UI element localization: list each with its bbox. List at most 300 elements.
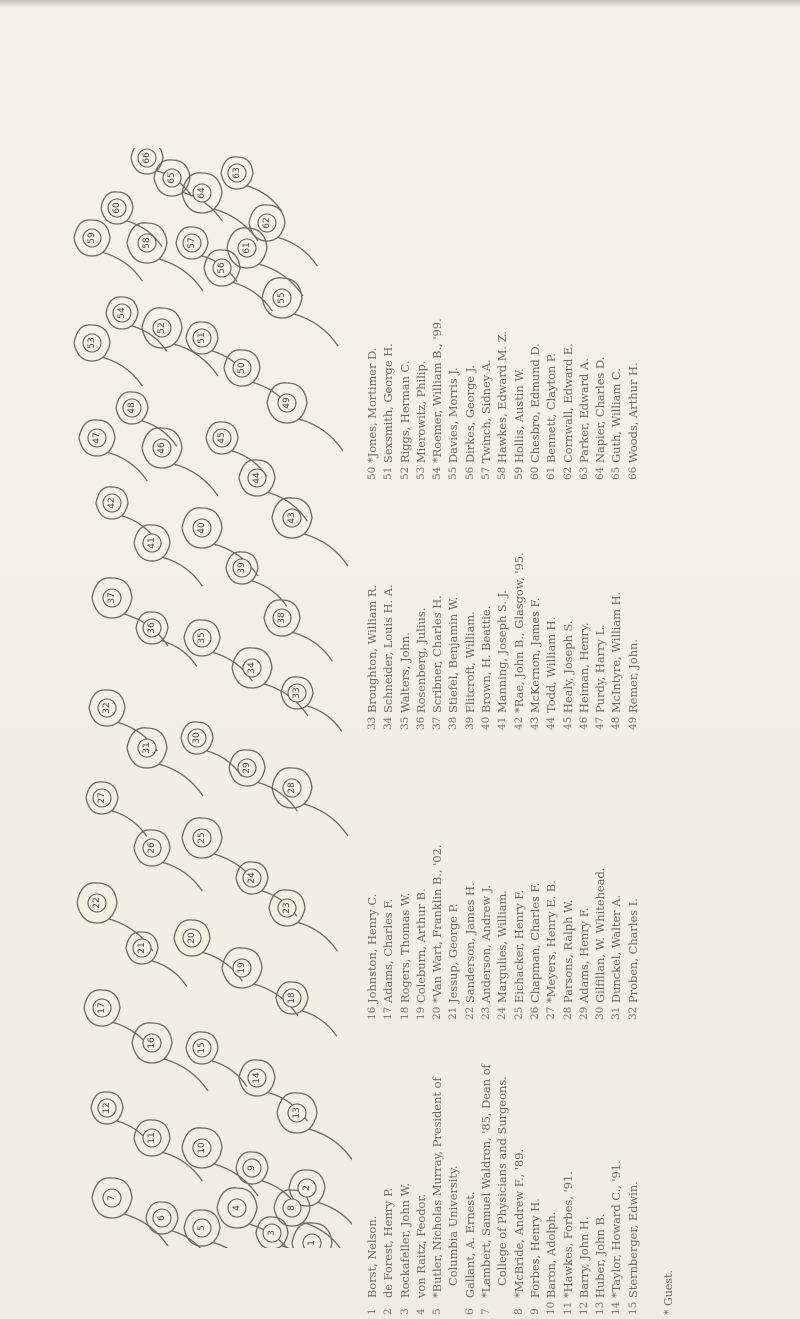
- key-number: 42: [512, 716, 525, 730]
- key-number: 33: [366, 716, 378, 730]
- position-number: 54: [117, 307, 127, 319]
- key-number: 37: [431, 716, 444, 730]
- position-number: 21: [137, 942, 147, 954]
- key-name: Cornwall, Edward E.: [560, 343, 575, 463]
- key-number: 14: [610, 1301, 623, 1315]
- key-number: 45: [561, 716, 574, 730]
- key-number: 8: [512, 1308, 525, 1315]
- key-entry-25: [511, 845, 527, 1021]
- position-marker: [113, 304, 131, 322]
- head-outline: [74, 325, 142, 386]
- key-column-4: [364, 318, 641, 480]
- position-marker: [138, 739, 156, 757]
- key-entry-63: [576, 318, 592, 480]
- position-number: 16: [147, 1037, 157, 1049]
- key-entry-9: [527, 1064, 543, 1315]
- key-number: 10: [545, 1301, 558, 1315]
- position-marker: [288, 1104, 306, 1122]
- guest-footnote: * Guest.: [662, 1270, 675, 1315]
- position-number: 24: [247, 872, 257, 884]
- key-name: Adams, Charles F.: [381, 898, 396, 1003]
- key-number: 30: [594, 1006, 607, 1020]
- head-outline: [84, 990, 152, 1051]
- key-name: Davies, Morris J.: [446, 367, 461, 463]
- key-name: Huber, John B.: [593, 1213, 608, 1298]
- position-number: 61: [242, 242, 252, 254]
- key-number: 6: [463, 1308, 476, 1315]
- position-number: 4: [232, 1205, 242, 1211]
- position-marker: [243, 1159, 261, 1177]
- key-number: 5: [431, 1308, 444, 1315]
- key-name: Schneider, Louis H. A.: [381, 584, 396, 713]
- position-number: 22: [92, 897, 102, 909]
- key-name: von Raitz, Feodor.: [413, 1193, 428, 1298]
- key-entry-18: [397, 845, 413, 1021]
- key-entry-59: [511, 318, 527, 480]
- position-number: 64: [197, 187, 207, 199]
- position-number: 42: [107, 497, 117, 509]
- key-number: 12: [577, 1301, 590, 1315]
- position-number: 37: [107, 592, 117, 604]
- key-entry-continuation: [494, 1064, 510, 1315]
- key-name: Chesbro, Edmund D.: [527, 343, 542, 463]
- key-entry-7: [478, 1064, 494, 1315]
- key-name: *Lambert, Samuel Waldron, '85, Dean of: [479, 1064, 494, 1298]
- key-name: Broughton, William R.: [365, 584, 379, 713]
- key-entry-4: [413, 1064, 429, 1315]
- head-outline: [132, 1023, 208, 1091]
- position-number: 34: [247, 662, 257, 674]
- key-name: *Butler, Nicholas Murray, President of: [430, 1077, 445, 1298]
- key-name: de Forest, Henry P.: [381, 1187, 396, 1298]
- key-number: 58: [496, 466, 509, 480]
- key-name: Rockafeller, John W.: [397, 1183, 412, 1298]
- head-outline: [182, 173, 258, 241]
- key-number: 9: [528, 1308, 541, 1315]
- key-entry-26: [527, 845, 543, 1021]
- key-name: Walters, John.: [397, 632, 412, 713]
- position-number: 12: [102, 1102, 112, 1114]
- key-number: [494, 1298, 510, 1315]
- key-number: 17: [382, 1006, 395, 1020]
- position-number: 10: [197, 1142, 207, 1154]
- key-entry-53: [413, 318, 429, 480]
- key-entry-5: [429, 1064, 445, 1315]
- position-number: 46: [157, 442, 167, 454]
- key-entry-29: [576, 845, 592, 1021]
- position-marker: [248, 1069, 266, 1087]
- key-number: 3: [398, 1308, 411, 1315]
- key-name: Manning, Joseph S. J.: [495, 590, 510, 713]
- key-number: 31: [610, 1006, 623, 1020]
- position-marker: [83, 334, 101, 352]
- key-entry-33: [364, 552, 380, 730]
- head-outline: [262, 278, 338, 346]
- key-number: 11: [561, 1301, 574, 1315]
- position-marker: [88, 894, 106, 912]
- position-number: 45: [217, 432, 227, 444]
- key-name: Flitcroft, William.: [462, 611, 477, 713]
- key-entry-12: [576, 1064, 592, 1315]
- head-outline-sketch: [52, 148, 352, 1248]
- key-entry-32: [625, 845, 641, 1021]
- key-name: College of Physicians and Surgeons.: [495, 1076, 510, 1286]
- position-marker: [138, 149, 156, 167]
- key-entry-35: [397, 552, 413, 730]
- position-marker: [103, 494, 121, 512]
- position-marker: [133, 939, 151, 957]
- position-marker: [193, 519, 211, 537]
- key-number: 57: [480, 466, 493, 480]
- position-marker: [153, 319, 171, 337]
- key-number: 53: [414, 466, 427, 480]
- head-outline: [181, 722, 242, 777]
- key-name: Gallant, A. Ernest.: [462, 1191, 477, 1298]
- key-name: Healy, Joseph S.: [560, 620, 575, 713]
- key-number: [445, 1298, 461, 1315]
- key-number: 62: [561, 466, 574, 480]
- key-name: *Hawkes, Forbes, '91.: [560, 1171, 575, 1298]
- key-name: Borst, Nelson.: [365, 1215, 379, 1298]
- position-marker: [183, 929, 201, 947]
- position-marker: [143, 1129, 161, 1147]
- key-number: 4: [414, 1308, 427, 1315]
- position-marker: [238, 239, 256, 257]
- key-number: 43: [528, 716, 541, 730]
- head-outline: [272, 498, 348, 566]
- position-number: 58: [142, 237, 152, 249]
- key-number: 16: [366, 1006, 378, 1020]
- key-name: Hawkes, Edward M. Z.: [495, 331, 510, 463]
- key-entry-41: [494, 552, 510, 730]
- head-outline: [206, 422, 267, 477]
- key-number: 55: [447, 466, 460, 480]
- head-outline: [289, 1170, 352, 1231]
- head-outline: [86, 782, 147, 837]
- key-number: 56: [463, 466, 476, 480]
- position-number: 2: [302, 1185, 312, 1191]
- position-number: 35: [197, 632, 207, 644]
- key-entry-62: [560, 318, 576, 480]
- key-name: Dirkes, George J.: [462, 364, 477, 463]
- position-number: 43: [287, 512, 297, 524]
- key-entry-8: [511, 1064, 527, 1315]
- key-name: Mierowitz, Philip.: [413, 360, 428, 463]
- key-name: Napier, Charles D.: [593, 356, 608, 463]
- position-marker: [83, 229, 101, 247]
- key-number: 47: [594, 716, 607, 730]
- position-number: 30: [192, 732, 202, 744]
- key-entry-46: [576, 552, 592, 730]
- key-number: 54: [431, 466, 444, 480]
- position-number: 55: [277, 292, 287, 304]
- position-number: 11: [147, 1132, 157, 1144]
- head-outline: [96, 487, 157, 542]
- position-marker: [283, 989, 301, 1007]
- position-number: 50: [237, 362, 247, 374]
- position-number: 15: [197, 1042, 207, 1054]
- position-marker: [258, 214, 276, 232]
- head-outline: [249, 205, 317, 266]
- position-number: 47: [92, 432, 102, 444]
- key-entry-65: [608, 318, 624, 480]
- key-entry-44: [543, 552, 559, 730]
- position-marker: [98, 699, 116, 717]
- key-entry-3: [397, 1064, 413, 1315]
- key-entry-2: [380, 1064, 396, 1315]
- key-number: 35: [398, 716, 411, 730]
- key-entry-31: [608, 845, 624, 1021]
- position-marker: [188, 729, 206, 747]
- key-entry-64: [592, 318, 608, 480]
- position-marker: [88, 429, 106, 447]
- key-number: 64: [594, 466, 607, 480]
- key-entry-43: [527, 552, 543, 730]
- key-number: 1: [366, 1308, 378, 1315]
- key-entry-66: [625, 318, 641, 480]
- head-outline: [221, 157, 282, 212]
- key-number: 66: [626, 466, 639, 480]
- key-name: Sternberger, Edwin.: [625, 1181, 640, 1298]
- key-name: Heiman, Henry.: [576, 622, 591, 713]
- key-entry-19: [413, 845, 429, 1021]
- key-number: 24: [496, 1006, 509, 1020]
- position-marker: [123, 399, 141, 417]
- position-marker: [98, 1099, 116, 1117]
- key-entry-60: [527, 318, 543, 480]
- head-outline: [136, 612, 197, 667]
- key-number: 59: [512, 466, 525, 480]
- position-marker: [298, 1179, 316, 1197]
- position-marker: [138, 234, 156, 252]
- key-entry-17: [380, 845, 396, 1021]
- head-outline: [236, 1152, 297, 1207]
- position-number: 31: [142, 742, 152, 754]
- key-name: Rosenberg, Julius.: [413, 607, 428, 713]
- key-number: 2: [382, 1308, 395, 1315]
- key-name: Margulies, William.: [495, 890, 510, 1003]
- position-number: 26: [147, 842, 157, 854]
- head-outline: [204, 250, 272, 311]
- key-name: *Van Wart, Franklin B., '02.: [430, 844, 445, 1003]
- key-entry-34: [380, 552, 396, 730]
- key-entry-continuation: [445, 1064, 461, 1315]
- head-outline: [272, 768, 348, 836]
- position-marker: [193, 1039, 211, 1057]
- key-name: McKernon, James F.: [527, 597, 542, 713]
- key-number: 15: [626, 1301, 639, 1315]
- position-number: 1: [307, 1240, 317, 1246]
- key-number: 38: [447, 716, 460, 730]
- position-number: 29: [242, 762, 252, 774]
- position-marker: [273, 289, 291, 307]
- key-name: *Roemer, William B., '99.: [430, 318, 445, 463]
- position-marker: [93, 999, 111, 1017]
- position-marker: [213, 259, 231, 277]
- key-number: 44: [545, 716, 558, 730]
- head-outline: [79, 420, 147, 481]
- key-number: 40: [480, 716, 493, 730]
- position-marker: [243, 659, 261, 677]
- head-outline: [116, 392, 177, 447]
- position-number: 48: [127, 402, 137, 414]
- key-name: Barry, John H.: [576, 1216, 591, 1298]
- key-name: Todd, William H.: [544, 616, 559, 713]
- position-number: 7: [107, 1195, 117, 1201]
- position-number: 49: [282, 397, 292, 409]
- key-entry-36: [413, 552, 429, 730]
- position-number: 59: [87, 232, 97, 244]
- position-number: 33: [292, 687, 302, 699]
- key-entry-51: [380, 318, 396, 480]
- position-number: 14: [252, 1072, 262, 1084]
- key-column-2: [364, 845, 641, 1021]
- position-number: 5: [197, 1225, 207, 1231]
- position-number: 53: [87, 337, 97, 349]
- position-number: 60: [112, 202, 122, 214]
- position-number: 13: [292, 1107, 302, 1119]
- key-name: Gilfillan, W. Whitehead.: [593, 867, 608, 1003]
- scan-edge: [0, 0, 800, 8]
- head-outline: [277, 1093, 352, 1161]
- head-outline: [186, 1032, 247, 1087]
- key-entry-22: [462, 845, 478, 1021]
- position-marker: [103, 1189, 121, 1207]
- key-name: Sanderson, James H.: [462, 882, 477, 1003]
- head-outline: [134, 830, 202, 891]
- key-name: Remer, John.: [625, 638, 640, 713]
- head-outline: [281, 677, 342, 732]
- position-number: 23: [282, 902, 292, 914]
- position-number: 52: [157, 322, 167, 334]
- position-marker: [283, 509, 301, 527]
- key-name: Scribner, Charles H.: [430, 595, 445, 713]
- key-name: Anderson, Andrew J.: [479, 884, 494, 1003]
- key-entry-38: [445, 552, 461, 730]
- key-name: Coleburn, Arthur B.: [413, 888, 428, 1003]
- key-number: 39: [463, 716, 476, 730]
- position-marker: [288, 684, 306, 702]
- key-entry-57: [478, 318, 494, 480]
- key-number: 20: [431, 1006, 444, 1020]
- key-name: Jessup, George P.: [446, 903, 461, 1003]
- position-marker: [93, 789, 111, 807]
- position-marker: [263, 1224, 281, 1242]
- key-name: *Rae, John B., Glasgow, '95.: [511, 552, 526, 713]
- name-key: [364, 175, 684, 1315]
- key-column-1: [364, 1064, 641, 1315]
- key-entry-21: [445, 845, 461, 1021]
- position-marker: [193, 184, 211, 202]
- key-name: Purdy, Harry L.: [593, 624, 608, 713]
- key-name: Rogers, Thomas W.: [397, 892, 412, 1003]
- key-entry-47: [592, 552, 608, 730]
- head-outline: [184, 620, 252, 681]
- key-name: Guth, William C.: [609, 368, 624, 463]
- position-marker: [143, 534, 161, 552]
- key-entry-56: [462, 318, 478, 480]
- key-entry-10: [543, 1064, 559, 1315]
- head-outline: [174, 920, 242, 981]
- key-name: McIntyre, William H.: [609, 591, 624, 713]
- key-entry-37: [429, 552, 445, 730]
- position-marker: [193, 1219, 211, 1237]
- key-entry-20: [429, 845, 445, 1021]
- key-number: 65: [610, 466, 623, 480]
- position-number: 25: [197, 832, 207, 844]
- position-marker: [228, 164, 246, 182]
- position-marker: [153, 439, 171, 457]
- key-entry-11: [560, 1064, 576, 1315]
- head-outline: [126, 932, 187, 987]
- position-marker: [233, 559, 251, 577]
- key-number: 51: [382, 466, 395, 480]
- key-number: 52: [398, 466, 411, 480]
- position-number: 66: [142, 152, 152, 164]
- key-entry-13: [592, 1064, 608, 1315]
- position-number: 51: [197, 332, 207, 344]
- position-marker: [243, 869, 261, 887]
- key-entry-23: [478, 845, 494, 1021]
- position-marker: [273, 609, 291, 627]
- key-name: *McBride, Andrew F., '89.: [511, 1148, 526, 1298]
- key-number: 22: [463, 1006, 476, 1020]
- position-marker: [143, 619, 161, 637]
- position-marker: [278, 899, 296, 917]
- position-marker: [193, 329, 211, 347]
- key-name: Woods, Arthur H.: [625, 362, 640, 463]
- position-number: 39: [237, 562, 247, 574]
- key-name: Riggs, Herman C.: [397, 360, 412, 463]
- key-number: 41: [496, 716, 509, 730]
- key-number: 25: [512, 1006, 525, 1020]
- key-entry-61: [543, 318, 559, 480]
- position-marker: [238, 759, 256, 777]
- key-entry-27: [543, 845, 559, 1021]
- key-name: Forbes, Henry H.: [527, 1198, 542, 1298]
- key-name: Twinch, Sidney A.: [479, 359, 494, 463]
- key-entry-45: [560, 552, 576, 730]
- head-outline: [232, 648, 308, 716]
- key-number: 61: [545, 466, 558, 480]
- key-number: 50: [366, 466, 378, 480]
- position-number: 63: [232, 167, 242, 179]
- position-marker: [193, 1139, 211, 1157]
- key-name: Chapman, Charles F.: [527, 882, 542, 1003]
- position-number: 56: [217, 262, 227, 274]
- position-marker: [193, 829, 211, 847]
- position-number: 6: [157, 1215, 167, 1221]
- key-name: Hollis, Austin W.: [511, 368, 526, 463]
- key-name: Johnston, Henry C.: [365, 893, 379, 1003]
- position-number: 32: [102, 702, 112, 714]
- position-marker: [278, 394, 296, 412]
- position-number: 57: [187, 237, 197, 249]
- key-number: 23: [480, 1006, 493, 1020]
- position-number: 36: [147, 622, 157, 634]
- position-number: 17: [97, 1002, 107, 1014]
- position-number: 41: [147, 537, 157, 549]
- key-name: Eichacker, Henry F.: [511, 889, 526, 1003]
- key-number: 18: [398, 1006, 411, 1020]
- key-entry-15: [625, 1064, 641, 1315]
- position-marker: [143, 1034, 161, 1052]
- head-outline: [134, 525, 202, 586]
- position-number: 18: [287, 992, 297, 1004]
- key-number: 63: [577, 466, 590, 480]
- key-entry-14: [608, 1064, 624, 1315]
- key-number: 27: [545, 1006, 558, 1020]
